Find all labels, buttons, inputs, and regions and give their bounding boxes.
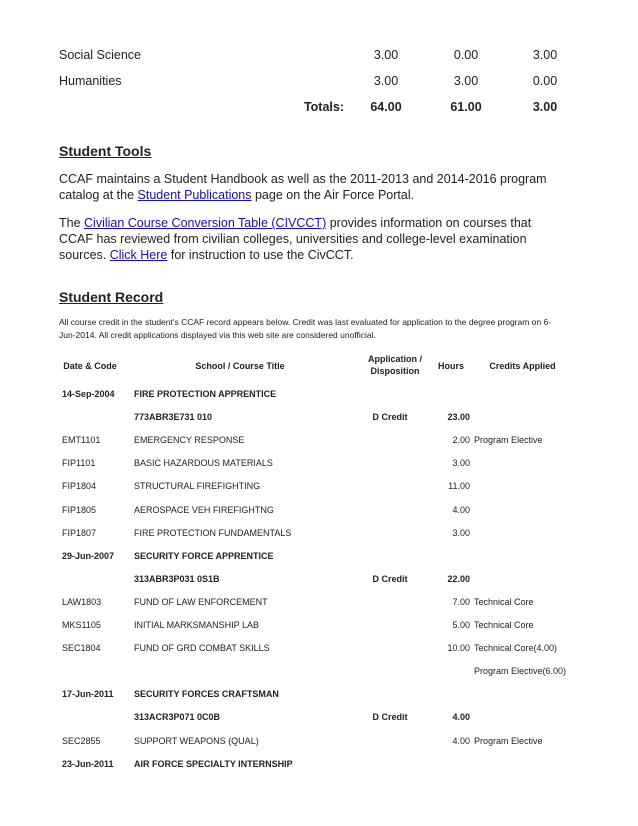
header-date-code: Date & Code — [63, 361, 117, 371]
credit-applied: Technical Core — [474, 620, 534, 630]
disposition: D Credit — [372, 712, 408, 723]
credit-applied: Technical Core — [474, 596, 534, 607]
hours-value: 4.00 — [452, 712, 470, 723]
course-code: EMT1101 — [62, 435, 101, 446]
summary-totals-row — [0, 100, 638, 118]
table-row — [0, 384, 638, 406]
course-code: 14-Sep-2004 — [62, 389, 115, 399]
summary-value: 3.00 — [532, 48, 558, 62]
course-title: AEROSPACE VEH FIREFIGHTNG — [134, 504, 274, 515]
summary-row — [0, 48, 638, 66]
table-row — [0, 430, 638, 452]
table-row — [0, 592, 638, 614]
table-row — [0, 661, 638, 683]
header-credits: Credits Applied — [489, 361, 556, 371]
text: page on the Air Force Portal. — [251, 188, 415, 202]
course-code: FIP1101 — [62, 458, 96, 469]
totals-label: Totals: — [303, 100, 344, 114]
course-code: FIP1807 — [62, 527, 97, 538]
table-row — [0, 731, 638, 753]
summary-name: Social Science — [59, 48, 141, 62]
hours-value: 7.00 — [452, 596, 470, 607]
course-code: 23-Jun-2011 — [62, 758, 114, 769]
table-row — [0, 500, 638, 522]
course-code: MKS1105 — [62, 620, 101, 630]
course-title: SECURITY FORCES CRAFTSMAN — [134, 689, 279, 700]
hours-value: 4.00 — [452, 735, 470, 746]
totals-value: 64.00 — [370, 100, 402, 114]
hours-value: 23.00 — [447, 412, 470, 423]
table-row — [0, 523, 638, 545]
summary-value: 0.00 — [532, 74, 558, 88]
table-row — [0, 476, 638, 498]
text: The — [59, 216, 85, 230]
hours-value: 5.00 — [452, 620, 470, 630]
credit-applied: Program Elective(6.00) — [474, 666, 567, 677]
hours-value: 3.00 — [452, 527, 470, 538]
hours-value: 11.00 — [448, 481, 470, 492]
disposition: D Credit — [372, 412, 408, 423]
header-application: Application / Disposition — [368, 354, 422, 376]
course-title: FUND OF GRD COMBAT SKILLS — [134, 643, 270, 654]
text: provides information on courses that CCAF has reviewed from civilian colleges, universities and college-level examination sources. — [59, 216, 532, 262]
credit-applied: Program Elective — [474, 735, 543, 746]
table-row — [0, 638, 638, 660]
summary-value: 3.00 — [453, 74, 479, 88]
hours-value: 2.00 — [452, 435, 470, 446]
course-code: FIP1804 — [62, 481, 97, 492]
course-title: INITIAL MARKSMANSHIP LAB — [134, 620, 260, 630]
summary-value: 3.00 — [373, 74, 399, 88]
course-code: LAW1803 — [62, 596, 102, 607]
disposition: D Credit — [372, 573, 408, 584]
record-note: All course credit in the student's CCAF record appears below. Credit was last evaluated for application to the degree program on 6-Jun-2014. All credit applications displayed via this web site are considered unofficial. — [59, 317, 552, 340]
student-tools-heading: Student Tools — [59, 143, 152, 159]
credit-applied: Program Elective — [474, 435, 543, 446]
civcct-paragraph — [59, 215, 559, 263]
table-row — [0, 453, 638, 475]
table-row — [0, 569, 638, 591]
table-row — [0, 546, 638, 568]
course-code: SEC1804 — [62, 643, 101, 654]
text: CCAF maintains a Student Handbook as well as the 2011-2013 and 2014-2016 program catalog at the — [59, 172, 547, 202]
course-code: FIP1805 — [62, 504, 97, 515]
course-code: 29-Jun-2007 — [62, 550, 115, 561]
course-title: BASIC HAZARDOUS MATERIALS — [134, 458, 273, 469]
credit-applied: Technical Core(4.00) — [474, 643, 558, 654]
summary-row — [0, 74, 638, 92]
hours-value: 10.00 — [447, 643, 470, 654]
student-tools-paragraph — [59, 171, 559, 203]
course-code: 17-Jun-2011 — [62, 689, 114, 700]
click-here-link[interactable]: Click Here — [109, 248, 168, 262]
student-record-heading: Student Record — [59, 289, 164, 305]
header-course-title: School / Course Title — [195, 361, 285, 371]
course-title: 313ACR3P071 0C0B — [134, 712, 221, 723]
table-row — [0, 407, 638, 429]
text: for instruction to use the CivCCT. — [167, 248, 354, 262]
summary-value: 3.00 — [373, 48, 399, 62]
header-hours: Hours — [437, 361, 464, 371]
course-title: 773ABR3E731 010 — [134, 412, 213, 423]
course-title: SUPPORT WEAPONS (QUAL) — [134, 735, 259, 746]
course-title: FIRE PROTECTION APPRENTICE — [134, 389, 277, 399]
table-row — [0, 754, 638, 776]
table-row — [0, 707, 638, 729]
course-title: 313ABR3P031 0S1B — [134, 573, 220, 584]
course-title: EMERGENCY RESPONSE — [134, 435, 245, 446]
course-code: SEC2855 — [62, 735, 101, 746]
summary-name: Humanities — [59, 74, 122, 88]
hours-value: 22.00 — [447, 573, 470, 584]
table-row — [0, 684, 638, 706]
course-title: SECURITY FORCE APPRENTICE — [134, 550, 274, 561]
totals-value: 3.00 — [532, 100, 558, 114]
table-row — [0, 615, 638, 637]
course-title: STRUCTURAL FIREFIGHTING — [134, 481, 261, 492]
hours-value: 3.00 — [452, 458, 470, 469]
student-publications-link[interactable]: Student Publications — [137, 188, 252, 202]
course-title: FIRE PROTECTION FUNDAMENTALS — [134, 527, 292, 538]
civcct-link[interactable]: Civilian Course Conversion Table (CIVCCT) — [84, 216, 327, 230]
summary-value: 0.00 — [453, 48, 479, 62]
totals-value: 61.00 — [450, 100, 482, 114]
course-title: FUND OF LAW ENFORCEMENT — [134, 596, 268, 607]
course-title: AIR FORCE SPECIALTY INTERNSHIP — [134, 758, 293, 769]
hours-value: 4.00 — [452, 504, 470, 515]
